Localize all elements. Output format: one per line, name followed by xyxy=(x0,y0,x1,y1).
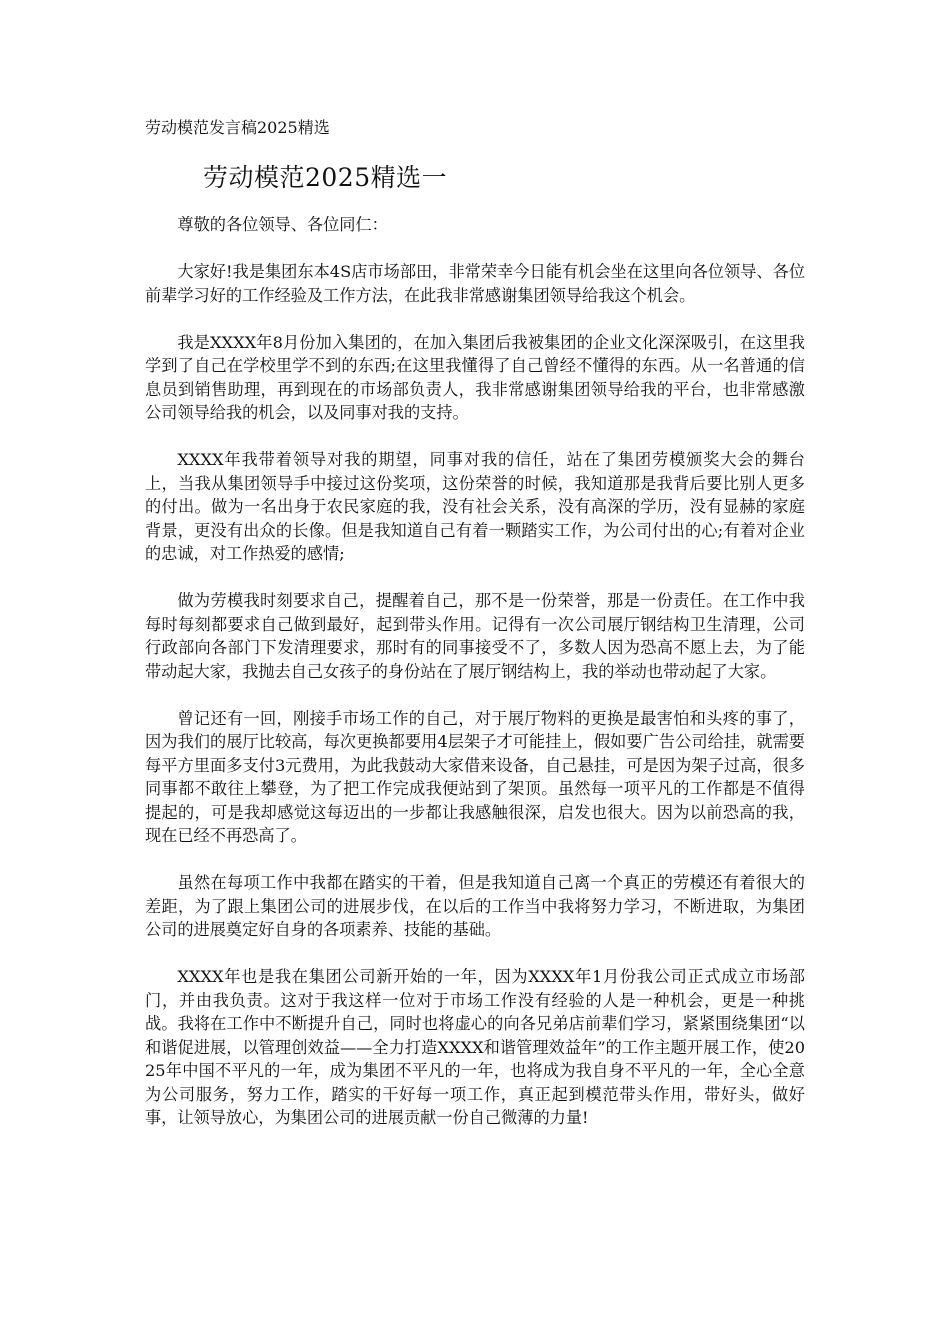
paragraph: 虽然在每项工作中我都在踏实的干着，但是我知道自己离一个真正的劳模还有着很大的差距，为了跟上集团公司的进展步伐，在以后的工作当中我将努力学习，不断进取，为集团公司的进展奠定好自身的各项素养、技能的基础。 xyxy=(145,873,805,939)
document-header: 劳动模范发言稿2025精选 xyxy=(145,118,330,137)
paragraph: 做为劳模我时刻要求自己，提醒着自己，那不是一份荣誉，那是一份责任。在工作中我每时每刻都要求自己做到最好，起到带头作用。记得有一次公司展厅钢结构卫生清理，公司行政部向各部门下发清理要求，那时有的同事接受不了，多数人因为恐高不愿上去，为了能带动起大家，我抛去自己女孩子的身份站在了展厅钢结构上，我的举动也带动起了大家。 xyxy=(145,591,805,681)
paragraph: XXXX年也是我在集团公司新开始的一年，因为XXXX年1月份我公司正式成立市场部门，并由我负责。这对于我这样一位对于市场工作没有经验的人是一种机会，更是一种挑战。我将在工作中不断提升自己，同时也将虚心的向各兄弟店前辈们学习，紧紧围绕集团“以和谐促进展，以管理创效益——全力打造XXXX和谐管理效益年”的工作主题开展工作，使2025年中国不平凡的一年，成为集团不平凡的一年，也将成为我自身不平凡的一年，全心全意为公司服务，努力工作，踏实的干好每一项工作，真正起到模范带头作用，带好头，做好事，让领导放心，为集团公司的进展贡献一份自己微薄的力量! xyxy=(145,967,805,1127)
paragraph: XXXX年我带着领导对我的期望，同事对我的信任，站在了集团劳模颁奖大会的舞台上，当我从集团领导手中接过这份奖项，这份荣誉的时候，我知道那是我背后要比别人更多的付出。做为一名出身于农民家庭的我，没有社会关系，没有高深的学历，没有显赫的家庭背景，更没有出众的长像。但是我知道自己有着一颗踏实工作，为公司付出的心;有着对企业的忠诚，对工作热爱的感情; xyxy=(145,450,805,563)
paragraph: 曾记还有一回，刚接手市场工作的自己，对于展厅物料的更换是最害怕和头疼的事了，因为我们的展厅比较高，每次更换都要用4层架子才可能挂上，假如要广告公司给挂，就需要每平方里面多支付3元费用，为此我鼓动大家借来设备，自己悬挂，可是因为架子过高，很多同事都不敢往上攀登，为了把工作完成我便站到了架顶。虽然每一项平凡的工作都是不值得提起的，可是我却感觉这每迈出的一步都让我感触很深，启发也很大。因为以前恐高的我，现在已经不再恐高了。 xyxy=(145,708,805,845)
document-body xyxy=(145,213,805,1153)
document-title: 劳动模范2025精选一 xyxy=(203,163,448,192)
paragraph: 大家好!我是集团东本4S店市场部田，非常荣幸今日能有机会坐在这里向各位领导、各位前辈学习好的工作经验及工作方法，在此我非常感谢集团领导给我这个机会。 xyxy=(145,262,805,305)
paragraph: 我是XXXX年8月份加入集团的，在加入集团后我被集团的企业文化深深吸引，在这里我学到了自己在学校里学不到的东西;在这里我懂得了自己曾经不懂得的东西。从一名普通的信息员到销售助理，再到现在的市场部负责人，我非常感谢集团领导给我的平台，也非常感激公司领导给我的机会，以及同事对我的支持。 xyxy=(145,332,805,422)
paragraph-salutation: 尊敬的各位领导、各位同仁： xyxy=(177,215,388,234)
